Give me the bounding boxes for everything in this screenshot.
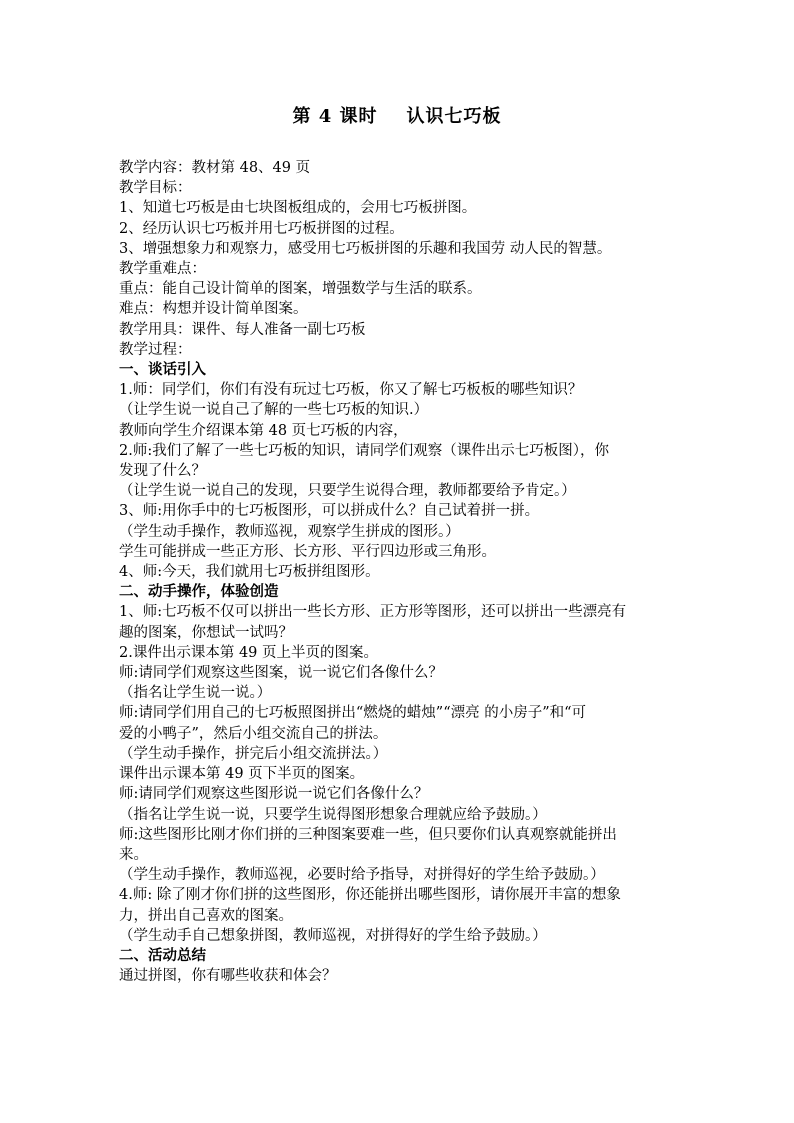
text-line: 课件出示课本第 49 页下半页的图案。 xyxy=(119,766,365,783)
text-line: 1.师：同学们，你们有没有玩过七巧板，你又了解七巧板板的哪些知识？ xyxy=(119,382,583,399)
section-heading: 二、活动总结 xyxy=(119,946,206,964)
section-heading: 二、动手操作，体验创造 xyxy=(119,583,279,601)
text-line: 2.课件出示课本第 49 页上半页的图案。 xyxy=(119,644,379,661)
text-line: 师:请同学们用自己的七巧板照图拼出“燃烧的蜡烛”“漂亮 的小房子”和“可 xyxy=(119,705,587,722)
text-line: 趣的图案，你想试一试吗？ xyxy=(119,624,293,641)
text-line: 难点：构想并设计简单图案。 xyxy=(119,301,308,318)
text-line: 爱的小鸭子”，然后小组交流自己的拼法。 xyxy=(119,725,388,742)
text-line: 教学用具：课件、每人准备一副七巧板 xyxy=(119,321,366,338)
text-line: 教师向学生介绍课本第 48 页七巧板的内容， xyxy=(119,422,408,439)
text-line: （学生动手操作，教师巡视，必要时给予指导，对拼得好的学生给予鼓励。） xyxy=(119,867,605,884)
text-line: 学生可能拼成一些正方形、长方形、平行四边形或三角形。 xyxy=(119,543,496,560)
text-line: 2.师:我们了解了一些七巧板的知识，请同学们观察（课件出示七巧板图），你 xyxy=(119,442,609,459)
text-line: 4.师: 除了刚才你们拼的这些图形，你还能拼出哪些图形，请你展开丰富的想象 xyxy=(119,887,621,904)
text-line: 教学过程： xyxy=(119,341,192,358)
text-line: 教学内容：教材第 48、49 页 xyxy=(119,160,311,176)
text-line: 3、增强想象力和观察力，感受用七巧板拼图的乐趣和我国劳 动人民的智慧。 xyxy=(119,240,612,257)
text-line: （学生动手操作，拼完后小组交流拼法。） xyxy=(119,745,388,762)
text-line: 3、师:用你手中的七巧板图形，可以拼成什么？自己试着拼一拼。 xyxy=(119,503,540,520)
text-line: （让学生说一说自己了解的一些七巧板的知识.） xyxy=(119,402,429,419)
text-line: 1、师:七巧板不仅可以拼出一些长方形、正方形等图形，还可以拼出一些漂亮有 xyxy=(119,604,627,621)
text-line: 1、知道七巧板是由七块图板组成的，会用七巧板拼图。 xyxy=(119,200,477,217)
text-line: 4、师:今天，我们就用七巧板拼组图形。 xyxy=(119,564,380,581)
text-line: 师:请同学们观察这些图案，说一说它们各像什么？ xyxy=(119,665,443,682)
text-line: 师:请同学们观察这些图形说一说它们各像什么？ xyxy=(119,786,429,803)
text-line: 发现了什么？ xyxy=(119,463,206,480)
text-line: 教学重难点： xyxy=(119,261,206,278)
text-line: （让学生说一说自己的发现，只要学生说得合理，教师都要给予肯定。） xyxy=(119,483,576,500)
text-line: 教学目标： xyxy=(119,180,192,197)
section-heading: 一、谈话引入 xyxy=(119,361,206,379)
lesson-title: 第 4 课时 认识七巧板 xyxy=(292,106,502,127)
text-line: （指名让学生说一说，只要学生说得图形想象合理就应给予鼓励。） xyxy=(119,806,547,823)
text-line: 2、经历认识七巧板并用七巧板拼图的过程。 xyxy=(119,220,404,237)
lesson-body xyxy=(119,158,681,986)
text-line: 重点：能自己设计简单的图案，增强数学与生活的联系。 xyxy=(119,281,482,298)
text-line: 通过拼图，你有哪些收获和体会？ xyxy=(119,968,337,985)
text-line: （指名让学生说一说。） xyxy=(119,685,272,702)
text-line: （学生动手操作，教师巡视，观察学生拼成的图形。） xyxy=(119,523,460,540)
text-line: 来。 xyxy=(119,846,148,863)
text-line: 师:这些图形比刚才你们拼的三种图案要难一些，但只要你们认真观察就能拼出 xyxy=(119,826,617,843)
text-line: 力，拼出自己喜欢的图案。 xyxy=(119,907,293,924)
text-line: （学生动手自己想象拼图，教师巡视，对拼得好的学生给予鼓励。） xyxy=(119,927,547,944)
